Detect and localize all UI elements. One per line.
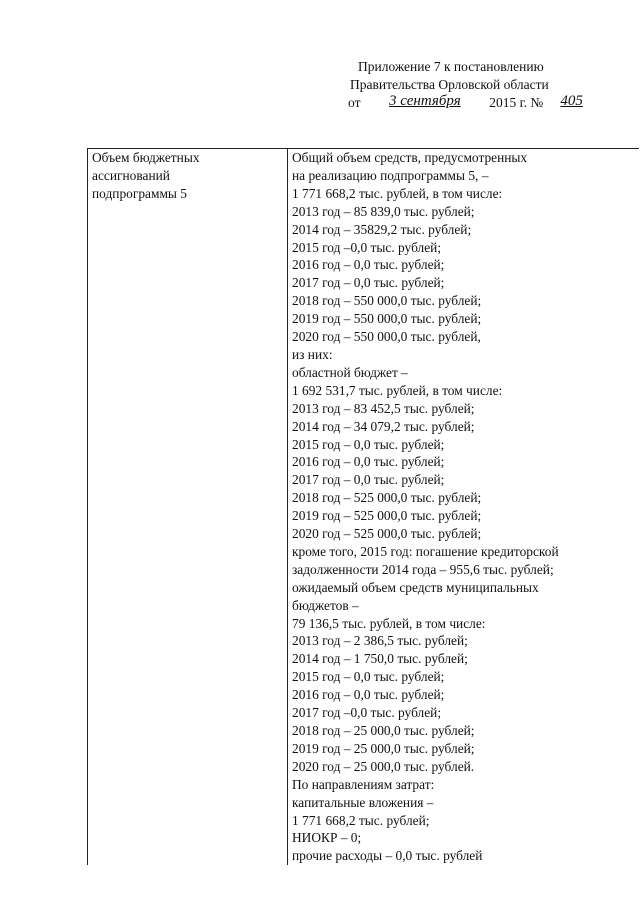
content-line: Общий объем средств, предусмотренных (292, 150, 528, 165)
handwritten-number: 405 (560, 93, 583, 109)
content-line: 2015 год – 0,0 тыс. рублей; (292, 436, 445, 452)
label-line: подпрограммы 5 (92, 185, 187, 201)
content-line: 2014 год – 34 079,2 тыс. рублей; (292, 418, 475, 434)
label-cell (88, 149, 288, 866)
content-line: 2020 год – 550 000,0 тыс. рублей, (292, 329, 481, 345)
content-line: 2013 год – 83 452,5 тыс. рублей; (292, 400, 475, 416)
content-line: 2018 год – 25 000,0 тыс. рублей; (292, 723, 475, 738)
content-line: 2013 год – 2 386,5 тыс. рублей; (292, 633, 468, 649)
content-line: кроме того, 2015 год: погашение кредиторской (292, 543, 559, 559)
content-line: из них: (292, 346, 333, 362)
year-number-label: 2015 г. № (489, 95, 544, 110)
content-line: 1 771 668,2 тыс. рублей, в том числе: (292, 185, 503, 201)
document-header (300, 58, 610, 112)
content-line: капитальные вложения – (292, 794, 434, 810)
content-line: 2014 год – 1 750,0 тыс. рублей; (292, 651, 468, 667)
content-line: 2019 год – 525 000,0 тыс. рублей; (292, 508, 482, 524)
content-line: НИОКР – 0; (292, 830, 362, 846)
content-line: 2016 год – 0,0 тыс. рублей; (292, 257, 445, 273)
content-line: 2015 год –0,0 тыс. рублей; (292, 239, 442, 255)
content-line: 2016 год – 0,0 тыс. рублей; (292, 687, 445, 703)
content-line: 2019 год – 550 000,0 тыс. рублей; (292, 311, 482, 327)
content-line: 79 136,5 тыс. рублей, в том числе: (292, 615, 486, 631)
content-line: 2019 год – 25 000,0 тыс. рублей; (292, 740, 475, 756)
content-line: областной бюджет – (292, 364, 408, 380)
content-line: 2017 год –0,0 тыс. рублей; (292, 705, 442, 721)
content-line: 2017 год – 0,0 тыс. рублей; (292, 275, 445, 291)
content-line: 2014 год – 35829,2 тыс. рублей; (292, 221, 472, 237)
from-prefix: от (348, 95, 361, 110)
content-line: 2020 год – 25 000,0 тыс. рублей. (292, 758, 475, 774)
appendix-title: Приложение 7 к постановлению (358, 59, 544, 74)
handwritten-date: 3 сентября (389, 93, 461, 109)
content-line: 2018 год – 550 000,0 тыс. рублей; (292, 293, 482, 309)
date-number-line (300, 94, 610, 112)
content-line: на реализацию подпрограммы 5, – (292, 167, 489, 183)
content-line: 2017 год – 0,0 тыс. рублей; (292, 472, 445, 488)
table-row (88, 149, 640, 866)
content-line: 2015 год – 0,0 тыс. рублей; (292, 669, 445, 685)
content-line: 2016 год – 0,0 тыс. рублей; (292, 454, 445, 470)
content-line: По направлениям затрат: (292, 776, 435, 792)
content-line: 2013 год – 85 839,0 тыс. рублей; (292, 203, 475, 219)
content-line: ожидаемый объем средств муниципальных (292, 579, 539, 595)
label-line: Объем бюджетных (92, 150, 200, 165)
content-line: 2020 год – 525 000,0 тыс. рублей; (292, 526, 482, 542)
content-line: прочие расходы – 0,0 тыс. рублей (292, 848, 483, 864)
content-line: 1 771 668,2 тыс. рублей; (292, 812, 430, 828)
content-cell (288, 149, 640, 866)
content-line: 1 692 531,7 тыс. рублей, в том числе: (292, 382, 503, 398)
content-line: 2018 год – 525 000,0 тыс. рублей; (292, 490, 482, 506)
content-line: задолженности 2014 года – 955,6 тыс. рублей; (292, 561, 554, 577)
issuer-name: Правительства Орловской области (350, 77, 549, 92)
label-line: ассигнований (92, 167, 170, 183)
content-line: бюджетов – (292, 597, 359, 613)
budget-table (87, 148, 639, 865)
